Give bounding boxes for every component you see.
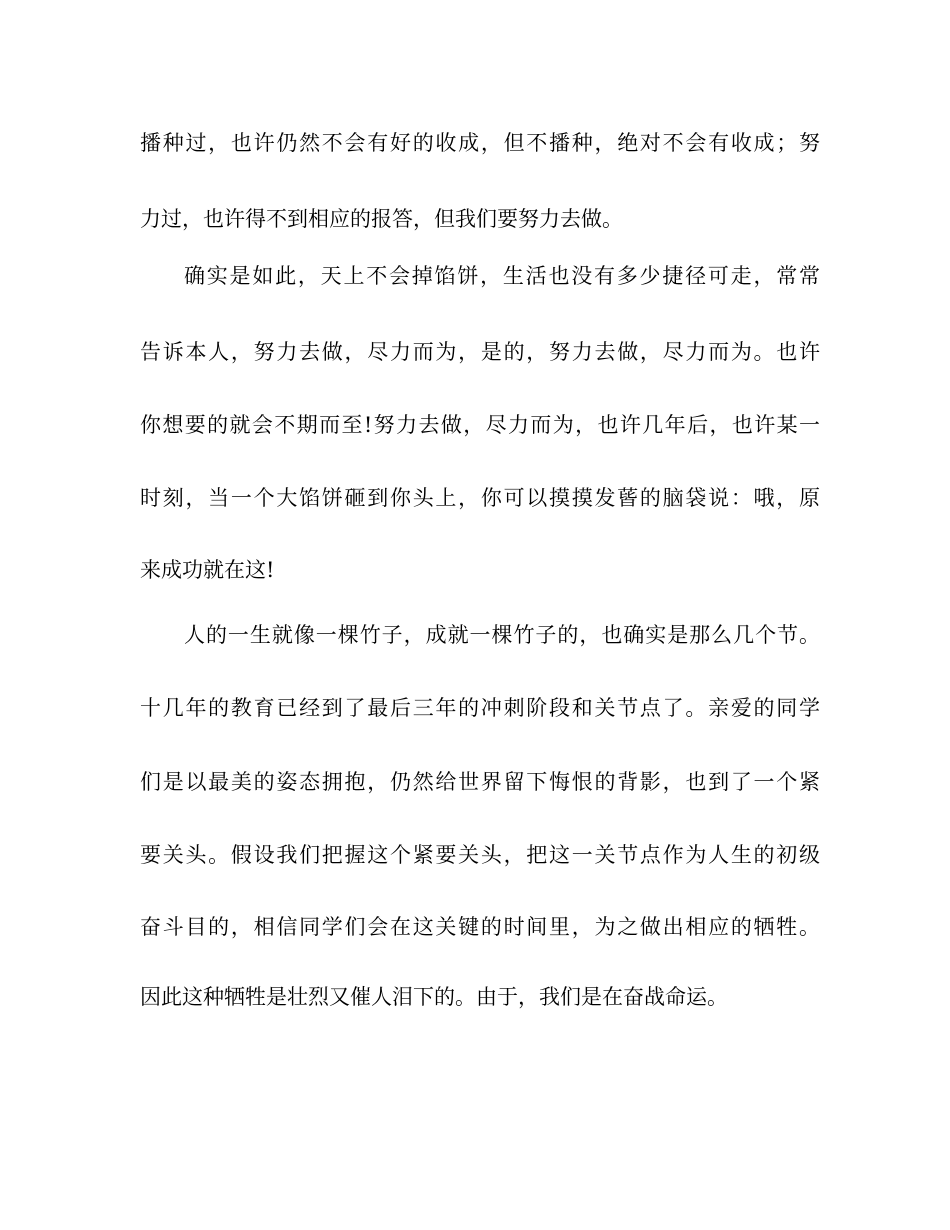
paragraph-line: 因此这种牺牲是壮烈又催人泪下的。由于，我们是在奋战命运。 [140,985,728,1009]
paragraph-line: 们是以最美的姿态拥抱，仍然给世界留下悔恨的背影，也到了一个紧 [140,770,820,794]
paragraph-line: 播种过，也许仍然不会有好的收成，但不播种，绝对不会有收成；努 [140,131,820,155]
paragraph-line: 力过，也许得不到相应的报答，但我们要努力去做。 [140,207,623,231]
paragraph-line: 确实是如此，天上不会掉馅饼，生活也没有多少捷径可走，常常 [184,264,820,288]
paragraph-line: 十几年的教育已经到了最后三年的冲刺阶段和关节点了。亲爱的同学 [140,696,820,720]
paragraph-line: 时刻，当一个大馅饼砸到你头上，你可以摸摸发蒈的脑袋说：哦，原 [140,486,820,510]
paragraph-line: 人的一生就像一棵竹子，成就一棵竹子的，也确实是那么几个节。 [184,623,820,647]
paragraph-line: 告诉本人，努力去做，尽力而为，是的，努力去做，尽力而为。也许 [140,340,820,364]
paragraph-line: 来成功就在这! [140,558,275,582]
paragraph-line: 你想要的就会不期而至!努力去做，尽力而为，也许几年后，也许某一 [140,413,820,437]
paragraph-line: 奋斗目的，相信同学们会在这关键的时间里，为之做出相应的牺牲。 [140,915,820,939]
paragraph-line: 要关头。假设我们把握这个紧要关头，把这一关节点作为人生的初级 [140,843,820,867]
